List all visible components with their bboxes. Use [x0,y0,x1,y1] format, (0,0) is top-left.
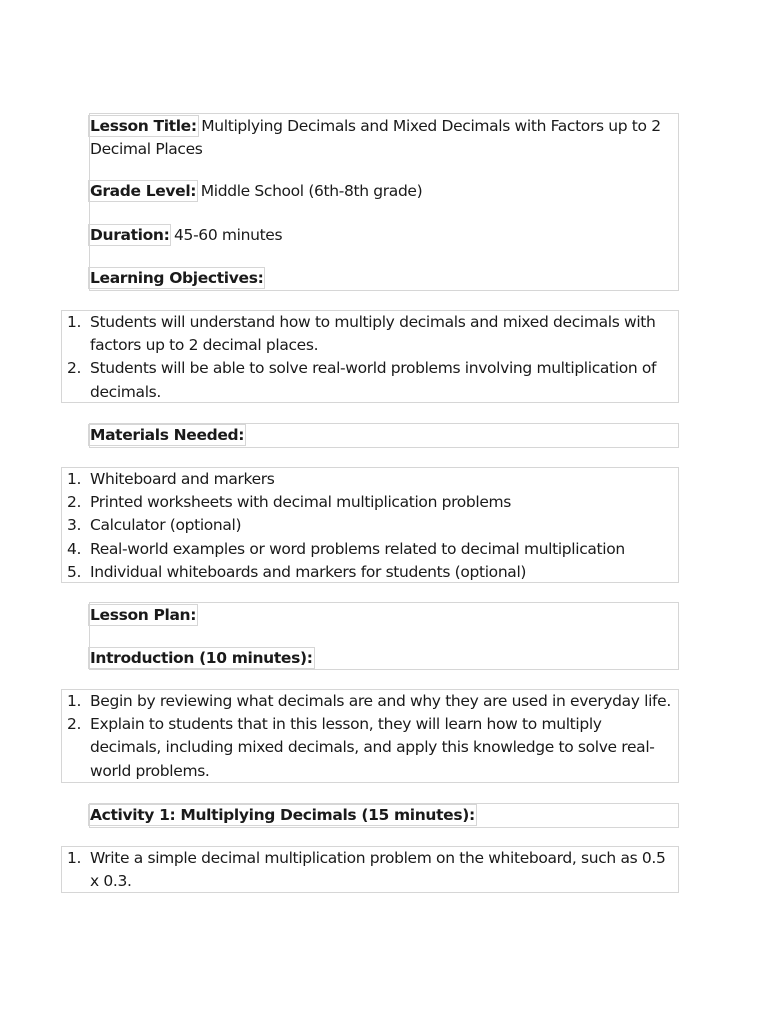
lesson-title [90,115,676,161]
lesson-title-value: Multiplying Decimals and Mixed Decimals with Factors up to 2 Decimal Places [90,117,661,158]
list-text: Begin by reviewing what decimals are and why they are used in everyday life. [90,692,671,710]
duration [90,224,676,247]
list-item [62,538,676,561]
materials-heading: Materials Needed: [90,426,245,444]
list-number: 3. [67,516,82,535]
list-text: Whiteboard and markers [90,470,275,488]
materials-heading-row [90,424,676,447]
list-text: Individual whiteboards and markers for students (optional) [90,562,527,581]
duration-label: Duration: [90,226,170,244]
lesson-plan-heading: Lesson Plan: [90,606,197,624]
list-text: Students will be able to solve real-world problems involving multiplication of decimals. [90,359,657,401]
list-text: Write a simple decimal multiplication problem on the whiteboard, such as 0.5 x 0.3. [90,849,666,891]
list-item [62,311,676,357]
list-number: 1. [67,313,82,331]
list-number: 2. [67,493,82,512]
list-item [62,514,676,537]
list-item [62,847,676,893]
list-item [62,357,676,403]
list-number: 2. [67,715,82,734]
list-text: Printed worksheets with decimal multiplication problems [90,493,512,512]
list-text: Calculator (optional) [90,516,242,535]
grade-level [90,180,676,203]
list-item [62,491,676,514]
introduction-list [62,690,676,783]
materials-list [62,468,676,584]
list-item [62,690,676,713]
lesson-plan-heading-row [90,604,676,627]
objectives-heading: Learning Objectives: [90,269,264,287]
list-number: 1. [67,470,82,488]
introduction-heading: Introduction (10 minutes): [90,649,313,667]
list-number: 5. [67,562,82,581]
activity1-list [62,847,676,893]
list-item [62,713,676,783]
objectives-list [62,311,676,404]
introduction-heading-row [90,647,676,670]
list-number: 4. [67,539,82,558]
list-item [62,468,676,491]
grade-level-value: Middle School (6th-8th grade) [196,182,423,200]
activity1-heading-row [90,804,676,827]
list-number: 2. [67,359,82,378]
list-text: Explain to students that in this lesson, they will learn how to multiply decimals, including mixed decimals, and apply this knowledge to solve real-world problems. [90,715,655,780]
list-number: 1. [67,849,82,867]
list-item [62,561,676,584]
list-number: 1. [67,692,82,710]
activity1-heading: Activity 1: Multiplying Decimals (15 minutes): [90,806,475,824]
list-text: Real-world examples or word problems related to decimal multiplication [90,539,625,558]
objectives-heading-row [90,267,676,290]
list-text: Students will understand how to multiply decimals and mixed decimals with factors up to 2 decimal places. [90,313,656,355]
grade-level-label: Grade Level: [90,182,197,200]
duration-value: 45-60 minutes [169,226,283,244]
lesson-title-label: Lesson Title: [90,117,197,135]
